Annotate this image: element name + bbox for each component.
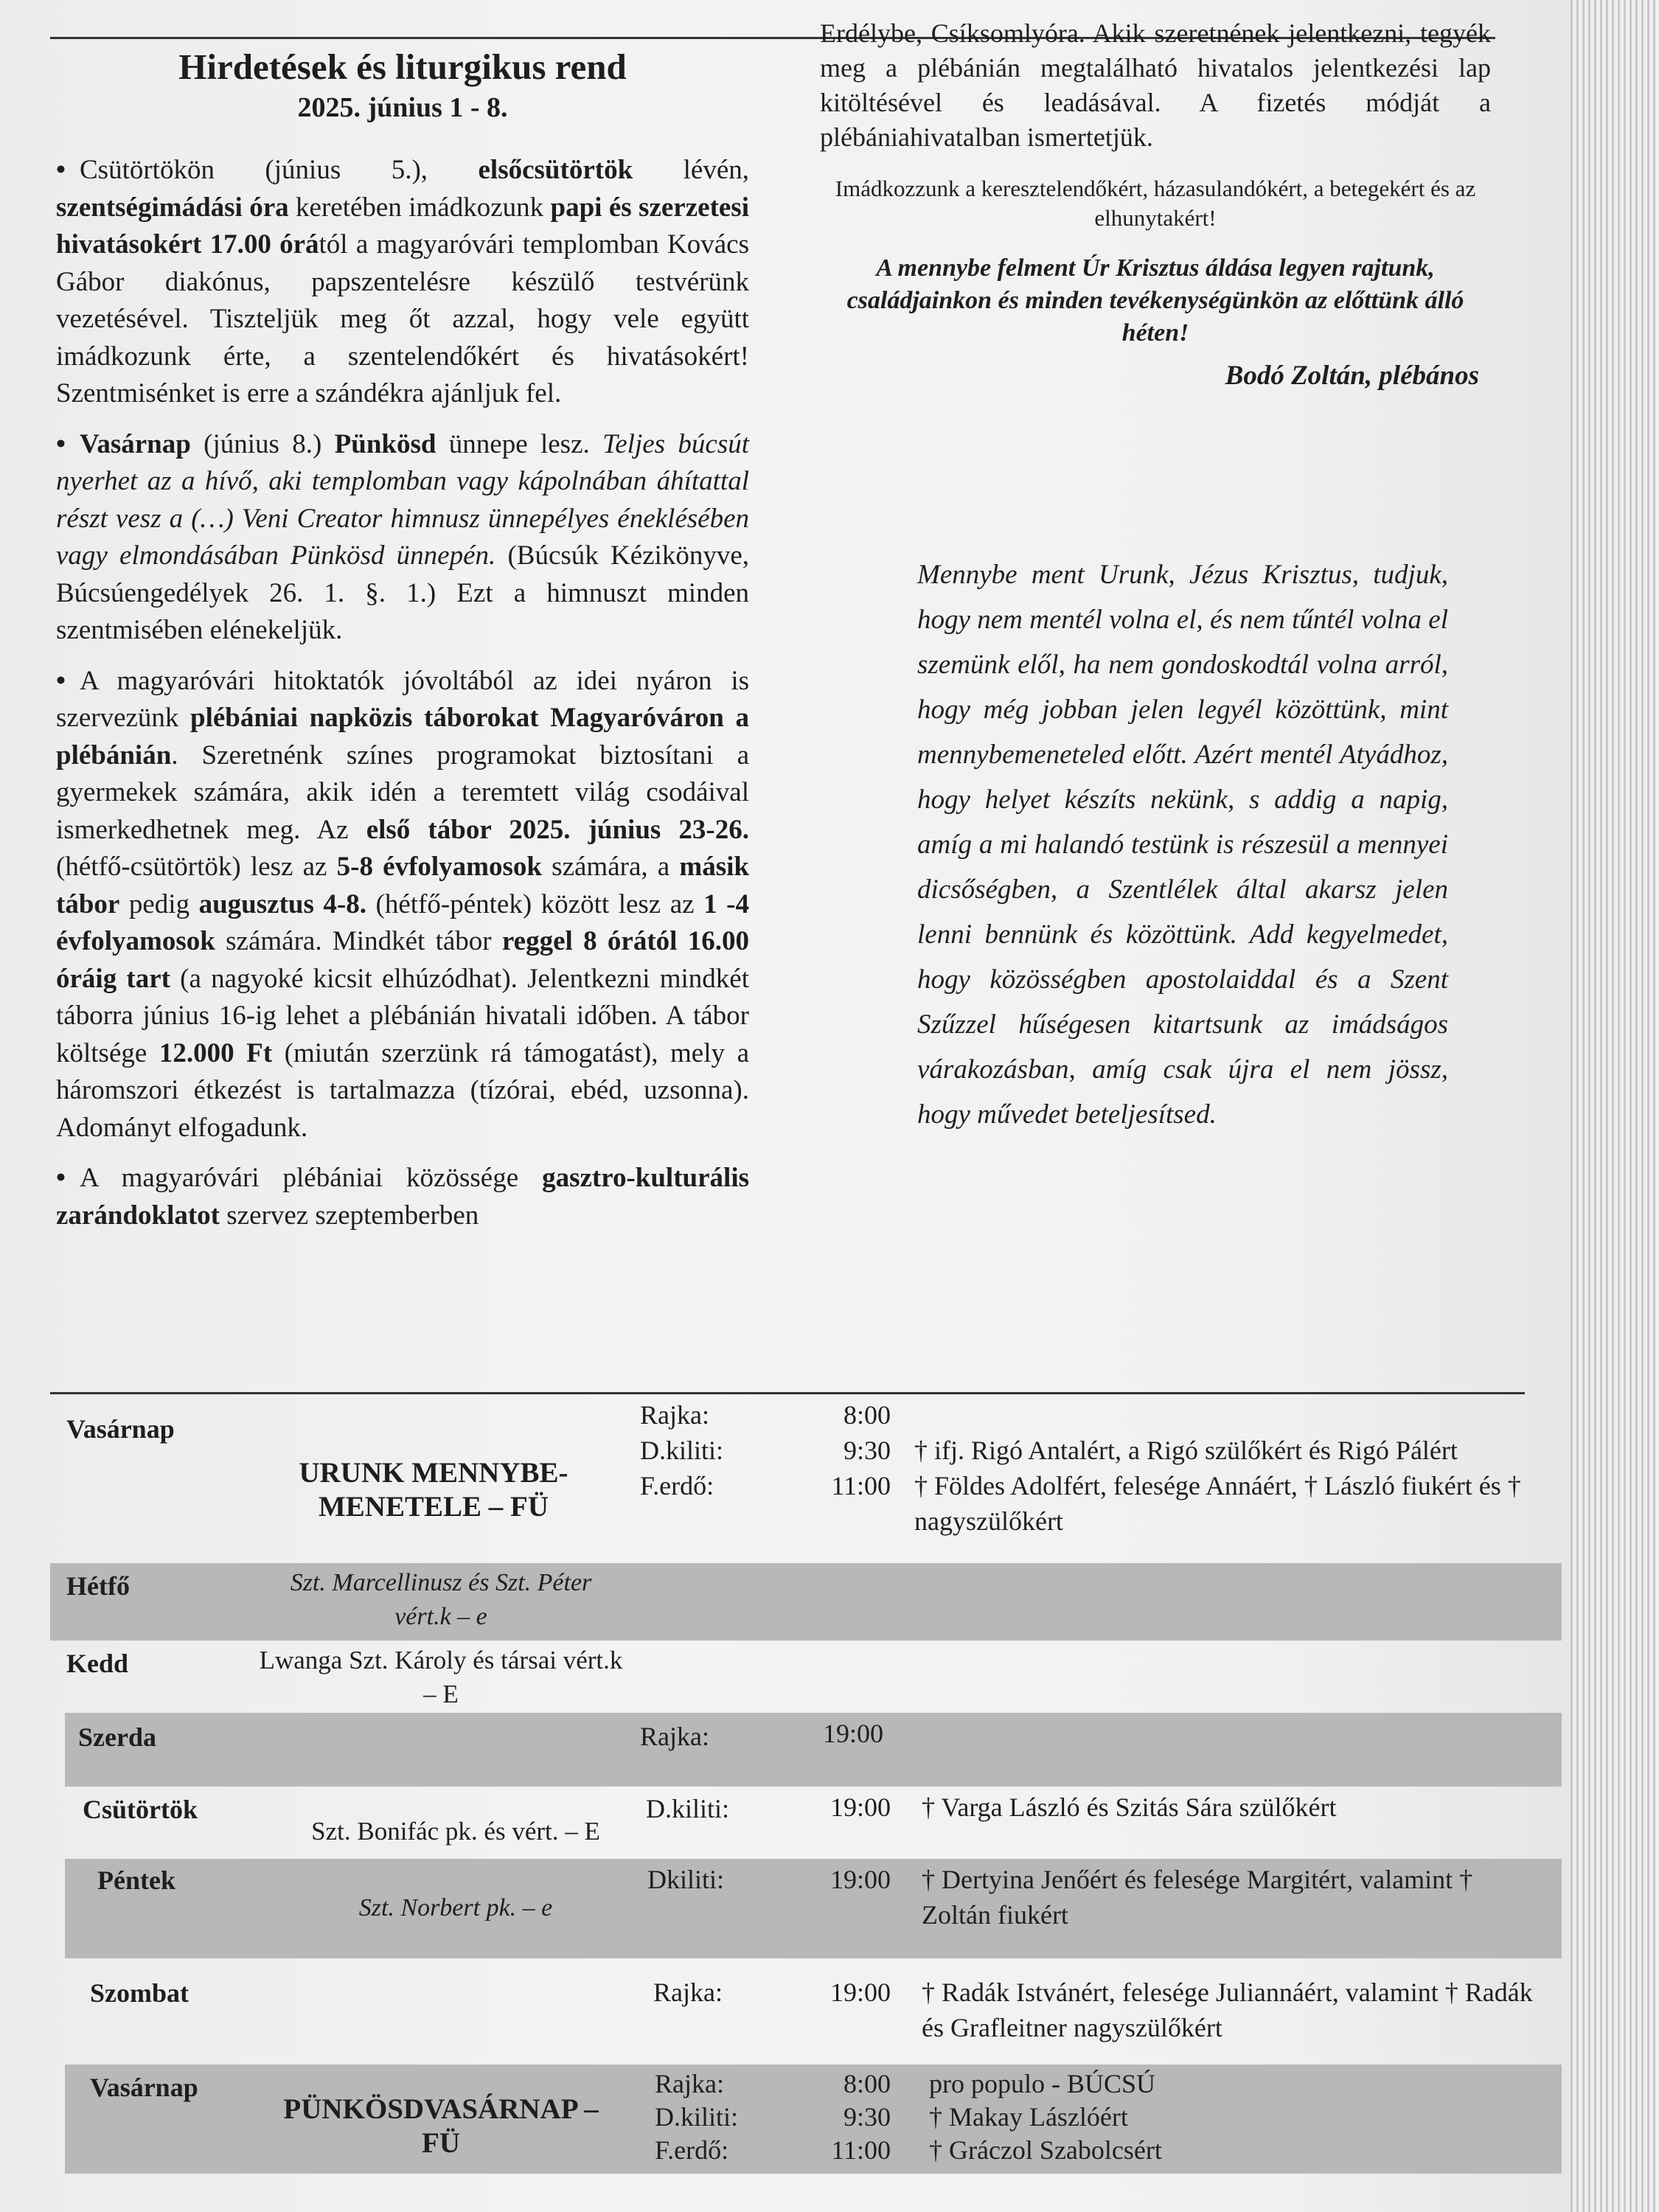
italic-text: Teljes búcsút nyerhet az a hívő, aki templomban vagy kápolnában áhítattal részt vesz a (…) Veni Creator himnusz ünnepélyes éneklésében vagy elmondásában Pünkösd ünnepén. [56, 428, 749, 571]
bold-text: 1 -4 évfolyamosok [56, 888, 749, 956]
schedule-row [50, 1397, 1562, 1548]
day-label: Szerda [78, 1722, 156, 1752]
announcement-pentecost [56, 426, 749, 650]
bullet-icon: • [56, 428, 66, 459]
body-text: (hétfő-csütörtök) lesz az [56, 852, 337, 882]
pilgrimage-continuation: Erdélybe, Csíksomlyóra. Akik szeretnének jelentkezni, tegyék meg a plébánián megtalálható hivatalos jelentkezési lap kitöltésével és leadásával. A fizetés módját a plébániahivatalban ismertetjük. [820, 18, 1491, 152]
body-text: Csütörtökön (június 5.), [80, 155, 479, 185]
day-label: Kedd [66, 1649, 129, 1678]
bullet-icon: • [56, 665, 66, 696]
announcements-column [56, 44, 749, 1248]
ascension-prayer: Mennybe ment Urunk, Jézus Krisztus, tudjuk, hogy nem mentél volna el, és nem tűntél volna el szemünk elől, ha nem gondoskodtál volna arról, hogy még jobban jelen legyél közöttünk, mint mennybemeneteled előtt. Azért mentél Atyádhoz, hogy helyet készíts nekünk, s addig a napig, amíg a mi halandó testünk is részesül a mennyei dicsőségben, a Szentlélek által akarsz jelen lenni bennünk és közöttünk. Add kegyelmedet, hogy közösségben apostolaiddal és a Szent Szűzzel hűségesen kitartsunk az imádságos várakozásban, amíg csak újra el nem jössz, hogy művedet beteljesítsed. [917, 560, 1448, 1130]
mass-places: Rajka: [653, 1978, 723, 2007]
day-label: Péntek [97, 1865, 175, 1895]
feast-name: URUNK MENNYBE-MENETELE – FÜ [299, 1457, 568, 1523]
mass-places: Rajka: D.kiliti: F.erdő: [640, 1400, 724, 1500]
body-text: szervez szeptemberben [220, 1200, 479, 1231]
bold-text: 12.000 Ft [159, 1037, 273, 1068]
bold-text: első tábor 2025. június 23-26. [366, 814, 749, 845]
bold-text: Pünkösd [334, 428, 437, 459]
body-text: pedig [119, 888, 199, 919]
body-text: (június 8.) [190, 428, 335, 459]
bullet-icon: • [56, 1163, 66, 1193]
prayer-request: Imádkozzunk a keresztelendőkért, házasulandókért, a betegekért és az elhunytakért! [835, 175, 1476, 231]
body-text: (miután szerzünk rá támogatást), mely a háromszori étkezést is tartalmazza (tízórai, ebéd, uzsonna). Adományt elfogadunk. [56, 1037, 749, 1143]
body-text: ünnepe lesz. [436, 428, 603, 459]
signature: Bodó Zoltán, plébános [1225, 361, 1479, 391]
schedule-row [50, 1787, 1562, 1859]
body-text: (hétfő-péntek) között lesz az [366, 888, 704, 919]
schedule-divider [50, 1392, 1525, 1394]
mass-places: Rajka: D.kiliti: F.erdő: [655, 2069, 739, 2165]
schedule-row [50, 1641, 1562, 1713]
bold-text: augusztus 4-8. [198, 888, 366, 919]
liturgy-schedule [50, 1397, 1562, 2179]
bold-text: másik tábor [56, 852, 749, 919]
announcement-adoration [56, 152, 749, 413]
feast-name: PÜNKÖSDVASÁRNAP – FÜ [283, 2093, 599, 2159]
mass-times: 8:00 9:30 11:00 [831, 2069, 891, 2165]
mass-intentions: † Dertyina Jenőért és felesége Margitért, valamint † Zoltán fiukért [922, 1865, 1473, 1930]
mass-places: Rajka: [640, 1722, 709, 1751]
schedule-row [50, 1958, 1562, 2050]
schedule-row [65, 1859, 1562, 1958]
mass-times: 19:00 [830, 1865, 891, 1894]
mass-times: 19:00 [830, 1792, 891, 1822]
day-label: Hétfő [66, 1571, 130, 1601]
mass-times: 19:00 [830, 1978, 891, 2007]
mass-intentions: † Radák Istvánért, felesége Juliannáért, valamint † Radák és Grafleitner nagyszülőkért [922, 1978, 1533, 2042]
schedule-row [50, 1563, 1562, 1641]
bold-text: szentségimádási óra [56, 192, 289, 223]
date-range: 2025. június 1 - 8. [297, 92, 508, 123]
bullet-icon: • [56, 155, 66, 185]
feast-name: Szt. Bonifác pk. és vért. – E [311, 1817, 600, 1846]
body-text: számára, a [541, 852, 680, 882]
day-label: Csütörtök [83, 1795, 198, 1824]
day-label: Vasárnap [66, 1414, 175, 1444]
mass-intentions: † ifj. Rigó Antalért, a Rigó szülőkért és Rigó Pálért † Földes Adolfért, felesége Annáért, † László fiukért és † nagyszülőkért [914, 1436, 1521, 1536]
bold-text: Vasárnap [80, 428, 191, 459]
bold-text: plébániai napközis táborokat Magyaróváron a plébánián [56, 703, 749, 771]
bold-text: gasztro-kulturális zarándoklatot [56, 1163, 749, 1231]
body-text: (a nagyoké kicsit elhúzódhat). Jelentkezni mindkét táborra június 16-ig lehet a plébánián hivatali időben. A tábor költsége [56, 963, 749, 1068]
feast-name: Szt. Marcellinusz és Szt. Péter vért.k – e [290, 1569, 592, 1630]
page-title: Hirdetések és liturgikus rend [178, 46, 627, 87]
body-text: A magyaróvári hitoktatók jóvoltából az idei nyáron is szervezünk [56, 665, 749, 733]
body-text: számára. Mindkét tábor [215, 926, 502, 956]
mass-intentions: † Varga László és Szitás Sára szülőkért [922, 1792, 1337, 1822]
mass-intentions: pro populo - BÚCSÚ † Makay Lászlóért † Gráczol Szabolcsért [929, 2069, 1162, 2165]
body-text: A magyaróvári plébániai közössége [80, 1163, 543, 1193]
blessing: A mennybe felment Úr Krisztus áldása legyen rajtunk, családjainkon és minden tevékenységünkön az előttünk álló héten! [846, 254, 1464, 347]
feast-name: Szt. Norbert pk. – e [358, 1894, 553, 1921]
day-label: Vasárnap [90, 2073, 198, 2102]
bold-text: reggel 8 órától 16.00 óráig tart [56, 926, 750, 994]
body-text: . Szeretnénk színes programokat biztosítani a gyermekek számára, akik idén a teremtett világ csodáival ismerkedhetnek meg. Az [56, 740, 749, 845]
bold-text: 5-8 évfolyamosok [336, 852, 542, 882]
mass-times: 19:00 [822, 1719, 883, 1748]
announcement-summer-camp [56, 663, 749, 1147]
page-stack-edges [1571, 0, 1659, 2212]
schedule-row [65, 1713, 1562, 1787]
body-text: lévén, [633, 155, 750, 185]
right-column [820, 16, 1491, 393]
mass-places: D.kiliti: [646, 1794, 730, 1823]
schedule-row [65, 2065, 1562, 2174]
body-text: keretében imádkozunk [288, 192, 551, 223]
mass-times: 8:00 9:30 11:00 [831, 1400, 891, 1500]
body-text: (Búcsúk Kézikönyve, Búcsúengedélyek 26. 1. §. 1.) Ezt a himnuszt minden szentmisében elénekeljük. [56, 540, 749, 645]
mass-places: Dkiliti: [647, 1865, 725, 1894]
announcement-pilgrimage [56, 1160, 749, 1234]
bold-text: elsőcsütörtök [478, 155, 633, 185]
day-label: Szombat [90, 1978, 189, 2008]
bold-text: papi és szerzetesi hivatásokért 17.00 órá [56, 192, 749, 260]
body-text: tól a magyaróvári templomban Kovács Gábor diakónus, papszentelésre készülő testvérünk vezetésével. Tiszteljük meg őt azzal, hogy vele együtt imádkozunk érte, a szentelendőkért és hivatásokért! Szentmisénket is erre a szándékra ajánljuk fel. [56, 229, 749, 408]
feast-name: Lwanga Szt. Károly és társai vért.k – E [259, 1646, 623, 1708]
